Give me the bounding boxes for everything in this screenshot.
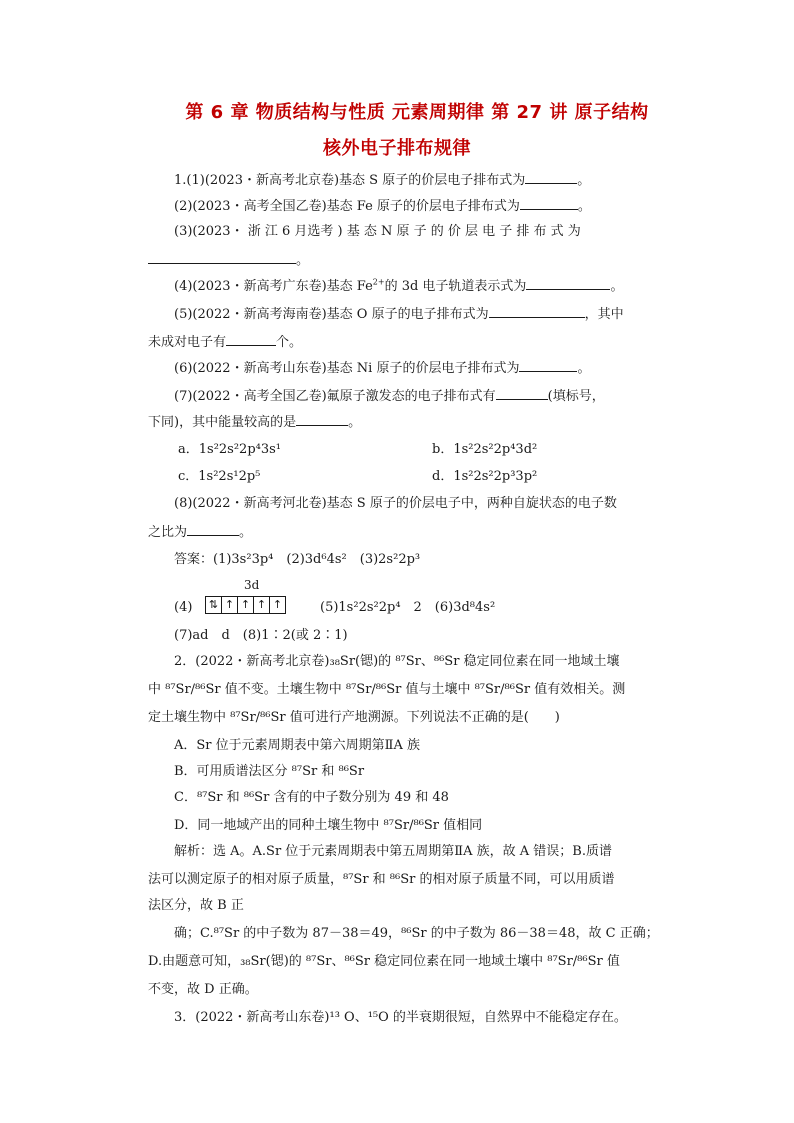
answer-blank[interactable] xyxy=(148,251,296,264)
option-b: b．1s²2s²2p⁴3d² xyxy=(432,442,538,457)
q2-explanation-2: 法可以测定原子的相对原子质量，⁸⁷Sr 和 ⁸⁶Sr 的相对原子质量不同，可以用质谱 xyxy=(148,872,615,887)
orbital-label: 3d xyxy=(244,578,260,592)
q1-part4: (4)(2023・新高考广东卷)基态 $Fe^{2+}$的 3d 电子轨道表示式为 。 xyxy=(174,277,624,294)
q2-explanation-3: 法区分，故 B 正 xyxy=(148,898,244,913)
q2-option-c: C．⁸⁷Sr 和 ⁸⁶Sr 含有的中子数分别为 49 和 48 xyxy=(174,790,449,805)
answer-blank[interactable] xyxy=(496,387,548,400)
title-line-1: 第 6 章 物质结构与性质 元素周期律 第 27 讲 原子结构 xyxy=(185,102,649,123)
orbital-box: ↑ xyxy=(222,597,238,613)
q2-option-a: A．Sr 位于元素周期表中第六周期第ⅡA 族 xyxy=(174,738,420,753)
q1-part8: (8)(2022・新高考河北卷)基态 S 原子的价层电子中，两种自旋状态的电子数 xyxy=(174,496,617,511)
q1-part5-cont: 未成对电子有 个。 xyxy=(148,335,303,350)
q1-part7: (7)(2022・高考全国乙卷)氟原子激发态的电子排布式有 (填标号， xyxy=(174,389,605,404)
answer-blank[interactable] xyxy=(526,277,610,290)
q2-option-d: D．同一地域产出的同种土壤生物中 ⁸⁷Sr/⁸⁶Sr 值相同 xyxy=(174,818,483,833)
answer-blank[interactable] xyxy=(296,413,348,426)
q1-part7-cont: 下同)，其中能量较高的是 。 xyxy=(148,415,362,430)
q2-stem-2: 中 ⁸⁷Sr/⁸⁶Sr 值不变。土壤生物中 ⁸⁷Sr/⁸⁶Sr 值与土壤中 ⁸⁷Sr/⁸⁶Sr 值有效相关。测 xyxy=(148,682,626,697)
answer-blank[interactable] xyxy=(519,359,577,372)
answer-blank[interactable] xyxy=(489,305,585,318)
q1-part3: (3)(2023・ 浙 江 6 月选考 ) 基 态 N 原 子 的 价 层 电 子 排 布 式 为 xyxy=(174,224,581,239)
q2-explanation-6: 不变，故 D 正确。 xyxy=(148,982,258,997)
answer-blank[interactable] xyxy=(520,197,578,210)
q2-explanation-5: D.由题意可知，₃₈Sr(锶)的 ⁸⁷Sr、⁸⁶Sr 稳定同位素在同一地域土壤中 ⁸⁷Sr/⁸⁶Sr 值 xyxy=(148,954,620,969)
answer-4-prefix: (4) xyxy=(174,600,193,615)
q1-part6: (6)(2022・新高考山东卷)基态 Ni 原子的价层电子排布式为 。 xyxy=(174,361,591,376)
q1-part5: (5)(2022・新高考海南卷)基态 O 原子的电子排布式为 ，其中 xyxy=(174,307,624,322)
orbital-box: ⇅ xyxy=(206,597,222,613)
answer-blank[interactable] xyxy=(525,171,577,184)
answer-line-2: (5)1s²2s²2p⁴ 2 (6)3d⁸4s² xyxy=(320,600,496,615)
q1-part8-cont: 之比为 。 xyxy=(148,525,253,540)
answer-line-3: (7)ad d (8)1∶2(或 2∶1) xyxy=(174,628,348,643)
q2-option-b: B．可用质谱法区分 ⁸⁷Sr 和 ⁸⁶Sr xyxy=(174,764,365,779)
q2-stem-1: 2．(2022・新高考北京卷)₃₈Sr(锶)的 ⁸⁷Sr、⁸⁶Sr 稳定同位素在同一地域土壤 xyxy=(174,654,620,669)
answer-line-1: 答案：(1)3s²3p⁴ (2)3d⁶4s² (3)2s²2p³ xyxy=(174,552,421,567)
title-line-2: 核外电子排布规律 xyxy=(323,138,471,159)
q2-explanation-1: 解析：选 A。A.Sr 位于元素周期表中第五周期第ⅡA 族，故 A 错误；B.质谱 xyxy=(174,844,612,859)
orbital-box: ↑ xyxy=(254,597,270,613)
option-a: a．1s²2s²2p⁴3s¹ xyxy=(178,442,282,457)
orbital-box: ↑ xyxy=(272,598,283,611)
option-d: d．1s²2s²2p³3p² xyxy=(432,469,538,484)
q3-stem-1: 3．(2022・新高考山东卷)¹³ O、¹⁵O 的半衰期很短，自然界中不能稳定存在。 xyxy=(174,1010,627,1025)
q2-stem-3: 定土壤生物中 ⁸⁷Sr/⁸⁶Sr 值可进行产地溯源。下列说法不正确的是( ) xyxy=(148,710,560,725)
orbital-diagram xyxy=(205,596,286,614)
q1-part2: (2)(2023・高考全国乙卷)基态 Fe 原子的价层电子排布式为 。 xyxy=(174,199,591,214)
answer-blank[interactable] xyxy=(226,333,276,346)
option-c: c．1s²2s¹2p⁵ xyxy=(178,469,261,484)
q1-part3-blank-line: 。 xyxy=(148,251,309,270)
q1-part1: 1.(1)(2023・新高考北京卷)基态 S 原子的价层电子排布式为 。 xyxy=(174,173,591,188)
q2-explanation-4: 确；C.⁸⁷Sr 的中子数为 87－38＝49，⁸⁶Sr 的中子数为 86－38＝48，故 C 正确； xyxy=(174,926,659,941)
answer-blank[interactable] xyxy=(187,523,239,536)
orbital-box: ↑ xyxy=(238,597,254,613)
